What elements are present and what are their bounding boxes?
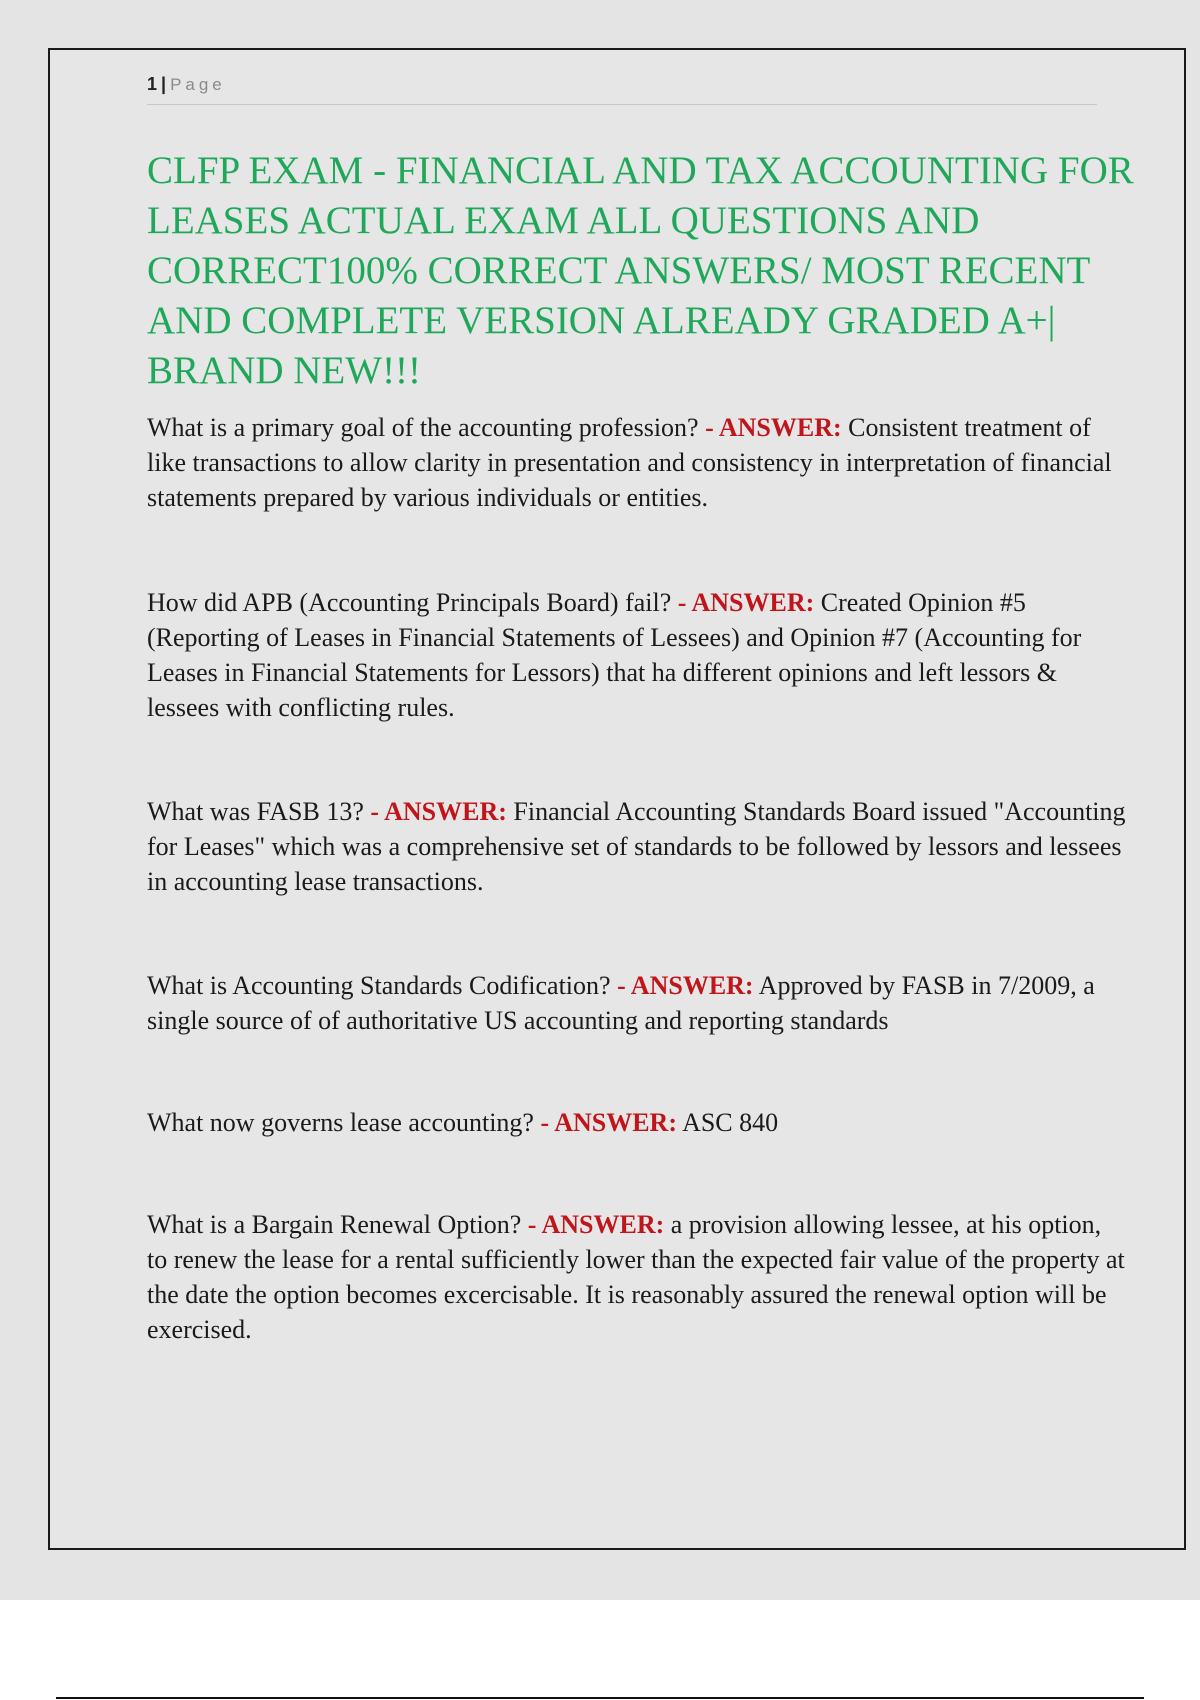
answer-text: a provision allowing lessee, at his option, to renew the lease for a rental sufficiently lower than the expected fair value of the property at the date the option becomes excercisable. It is reasonably assured the renewal option will be exercised. xyxy=(147,1210,1125,1344)
qa-item xyxy=(147,968,1127,1038)
answer-label: - ANSWER: xyxy=(617,971,754,1000)
bottom-divider xyxy=(56,1697,1144,1699)
question-text: What is Accounting Standards Codification? xyxy=(147,971,611,1000)
answer-label: - ANSWER: xyxy=(527,1210,665,1239)
question-text: What is a primary goal of the accounting profession? xyxy=(147,413,699,442)
question-text: What now governs lease accounting? xyxy=(147,1108,534,1137)
answer-text: ASC 840 xyxy=(682,1108,779,1137)
page-header xyxy=(147,74,1097,105)
answer-label: - ANSWER: xyxy=(705,413,842,442)
page-number: 1 xyxy=(147,74,158,94)
qa-item xyxy=(147,585,1127,725)
answer-label: - ANSWER: xyxy=(370,797,507,826)
qa-list xyxy=(147,410,1127,1347)
document-title: CLFP EXAM - FINANCIAL AND TAX ACCOUNTING FOR LEASES ACTUAL EXAM ALL QUESTIONS AND CORRECT100% CORRECT ANSWERS/ MOST RECENT AND COMPLETE VERSION ALREADY GRADED A+| BRAND NEW!!! xyxy=(147,149,1134,392)
answer-text: Consistent treatment of like transactions to allow clarity in presentation and consistency in interpretation of financial statements prepared by various individuals or entities. xyxy=(147,413,1112,512)
document-page xyxy=(48,48,1186,1550)
answer-label: - ANSWER: xyxy=(677,588,815,617)
qa-item xyxy=(147,1105,1127,1140)
question-text: What is a Bargain Renewal Option? xyxy=(147,1210,522,1239)
question-text: How did APB (Accounting Principals Board) fail? xyxy=(147,588,672,617)
answer-label: - ANSWER: xyxy=(540,1108,677,1137)
qa-item xyxy=(147,410,1127,515)
answer-text: Approved by FASB in 7/2009, a single source of of authoritative US accounting and reporting standards xyxy=(147,971,1095,1035)
qa-item xyxy=(147,794,1127,899)
page-label: Page xyxy=(170,75,226,94)
page-header-separator: | xyxy=(161,74,167,94)
qa-item xyxy=(147,1207,1127,1347)
answer-text: Financial Accounting Standards Board issued "Accounting for Leases" which was a comprehensive set of standards to be followed by lessors and lessees in accounting lease transactions. xyxy=(147,797,1126,896)
answer-text: Created Opinion #5 (Reporting of Leases in Financial Statements of Lessees) and Opinion #7 (Accounting for Leases in Financial Statements for Lessors) that ha different opinions and left lessors & lessees with conflicting rules. xyxy=(147,588,1082,722)
question-text: What was FASB 13? xyxy=(147,797,364,826)
